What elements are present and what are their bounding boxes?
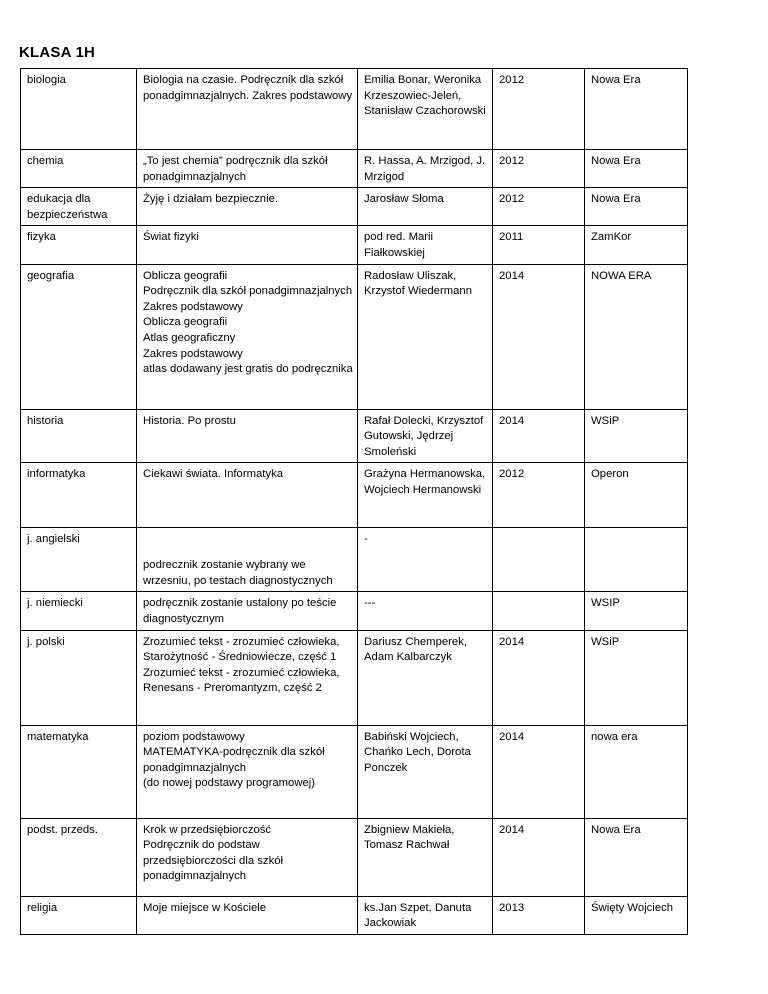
textbook-cell: Żyję i działam bezpiecznie. xyxy=(137,188,358,226)
textbook-cell: Świat fizyki xyxy=(137,226,358,264)
table-row xyxy=(21,528,688,592)
authors-cell: Rafał Dolecki, Krzysztof Gutowski, Jędrzej Smoleński xyxy=(358,409,493,463)
subject-cell: podst. przeds. xyxy=(21,818,137,896)
table-row xyxy=(21,150,688,188)
subject-cell: chemia xyxy=(21,150,137,188)
authors-cell: R. Hassa, A. Mrzigod, J. Mrzigod xyxy=(358,150,493,188)
authors-cell: Jarosław Słoma xyxy=(358,188,493,226)
textbook-cell: „To jest chemia” podręcznik dla szkół ponadgimnazjalnych xyxy=(137,150,358,188)
textbook-cell: Zrozumieć tekst - zrozumieć człowieka, Starożytność - Średniowiecze, część 1 Zrozumieć tekst - zrozumieć człowieka, Renesans - Preromantyzm, część 2 xyxy=(137,630,358,725)
page-title: KLASA 1H xyxy=(19,44,96,61)
year-cell: 2012 xyxy=(493,188,585,226)
publisher-cell: WSIP xyxy=(585,592,688,630)
textbook-cell: Biologia na czasie. Podręcznik dla szkół ponadgimnazjalnych. Zakres podstawowy xyxy=(137,69,358,150)
authors-cell: Radosław Uliszak, Krzystof Wiedermann xyxy=(358,264,493,409)
table-row xyxy=(21,69,688,150)
textbook-cell: Oblicza geografii Podręcznik dla szkół ponadgimnazjalnych Zakres podstawowy Oblicza geografii Atlas geograficzny Zakres podstawowy atlas dodawany jest gratis do podręcznika xyxy=(137,264,358,409)
year-cell: 2014 xyxy=(493,264,585,409)
table-row xyxy=(21,409,688,463)
subject-cell: matematyka xyxy=(21,725,137,818)
year-cell: 2012 xyxy=(493,69,585,150)
authors-cell: ks.Jan Szpet, Danuta Jackowiak xyxy=(358,896,493,934)
subject-cell: j. niemiecki xyxy=(21,592,137,630)
year-cell: 2012 xyxy=(493,150,585,188)
textbook-cell: Moje miejsce w Kościele xyxy=(137,896,358,934)
subject-cell: historia xyxy=(21,409,137,463)
subject-cell: edukacja dla bezpieczeństwa xyxy=(21,188,137,226)
table-row xyxy=(21,818,688,896)
year-cell: 2012 xyxy=(493,463,585,528)
year-cell: 2014 xyxy=(493,725,585,818)
year-cell xyxy=(493,528,585,592)
textbook-cell: podręcznik zostanie ustalony po teście diagnostycznym xyxy=(137,592,358,630)
subject-cell: geografia xyxy=(21,264,137,409)
subject-cell: informatyka xyxy=(21,463,137,528)
subject-cell: j. angielski xyxy=(21,528,137,592)
textbook-table xyxy=(20,68,688,935)
authors-cell: - xyxy=(358,528,493,592)
textbook-cell: Ciekawi świata. Informatyka xyxy=(137,463,358,528)
publisher-cell: WSiP xyxy=(585,409,688,463)
authors-cell: Grażyna Hermanowska, Wojciech Hermanowski xyxy=(358,463,493,528)
authors-cell: Emilia Bonar, Weronika Krzeszowiec-Jeleń, Stanisław Czachorowski xyxy=(358,69,493,150)
authors-cell: --- xyxy=(358,592,493,630)
publisher-cell: WSiP xyxy=(585,630,688,725)
year-cell: 2014 xyxy=(493,818,585,896)
publisher-cell: Nowa Era xyxy=(585,818,688,896)
publisher-cell: Święty Wojciech xyxy=(585,896,688,934)
authors-cell: Dariusz Chemperek, Adam Kalbarczyk xyxy=(358,630,493,725)
publisher-cell xyxy=(585,528,688,592)
textbook-cell: Historia. Po prostu xyxy=(137,409,358,463)
table-row xyxy=(21,264,688,409)
subject-cell: biologia xyxy=(21,69,137,150)
textbook-cell: podrecznik zostanie wybrany we wrzesniu, po testach diagnostycznych xyxy=(137,528,358,592)
table-row xyxy=(21,896,688,934)
table-row xyxy=(21,226,688,264)
subject-cell: fizyka xyxy=(21,226,137,264)
subject-cell: religia xyxy=(21,896,137,934)
year-cell: 2011 xyxy=(493,226,585,264)
table-row xyxy=(21,188,688,226)
table-row xyxy=(21,463,688,528)
authors-cell: Zbigniew Makieła, Tomasz Rachwał xyxy=(358,818,493,896)
table-row xyxy=(21,630,688,725)
publisher-cell: Operon xyxy=(585,463,688,528)
publisher-cell: Nowa Era xyxy=(585,188,688,226)
year-cell: 2013 xyxy=(493,896,585,934)
table-row xyxy=(21,592,688,630)
subject-cell: j. polski xyxy=(21,630,137,725)
year-cell xyxy=(493,592,585,630)
textbook-cell: Krok w przedsiębiorczość Podręcznik do podstaw przedsiębiorczości dla szkół ponadgimnazjalnych xyxy=(137,818,358,896)
year-cell: 2014 xyxy=(493,630,585,725)
authors-cell: Babiński Wojciech, Chańko Lech, Dorota Ponczek xyxy=(358,725,493,818)
publisher-cell: ZamKor xyxy=(585,226,688,264)
publisher-cell: Nowa Era xyxy=(585,69,688,150)
textbook-cell: poziom podstawowy MATEMATYKA-podręcznik dla szkół ponadgimnazjalnych (do nowej podstawy programowej) xyxy=(137,725,358,818)
publisher-cell: NOWA ERA xyxy=(585,264,688,409)
publisher-cell: Nowa Era xyxy=(585,150,688,188)
table-row xyxy=(21,725,688,818)
year-cell: 2014 xyxy=(493,409,585,463)
authors-cell: pod red. Marii Fiałkowskiej xyxy=(358,226,493,264)
publisher-cell: nowa era xyxy=(585,725,688,818)
